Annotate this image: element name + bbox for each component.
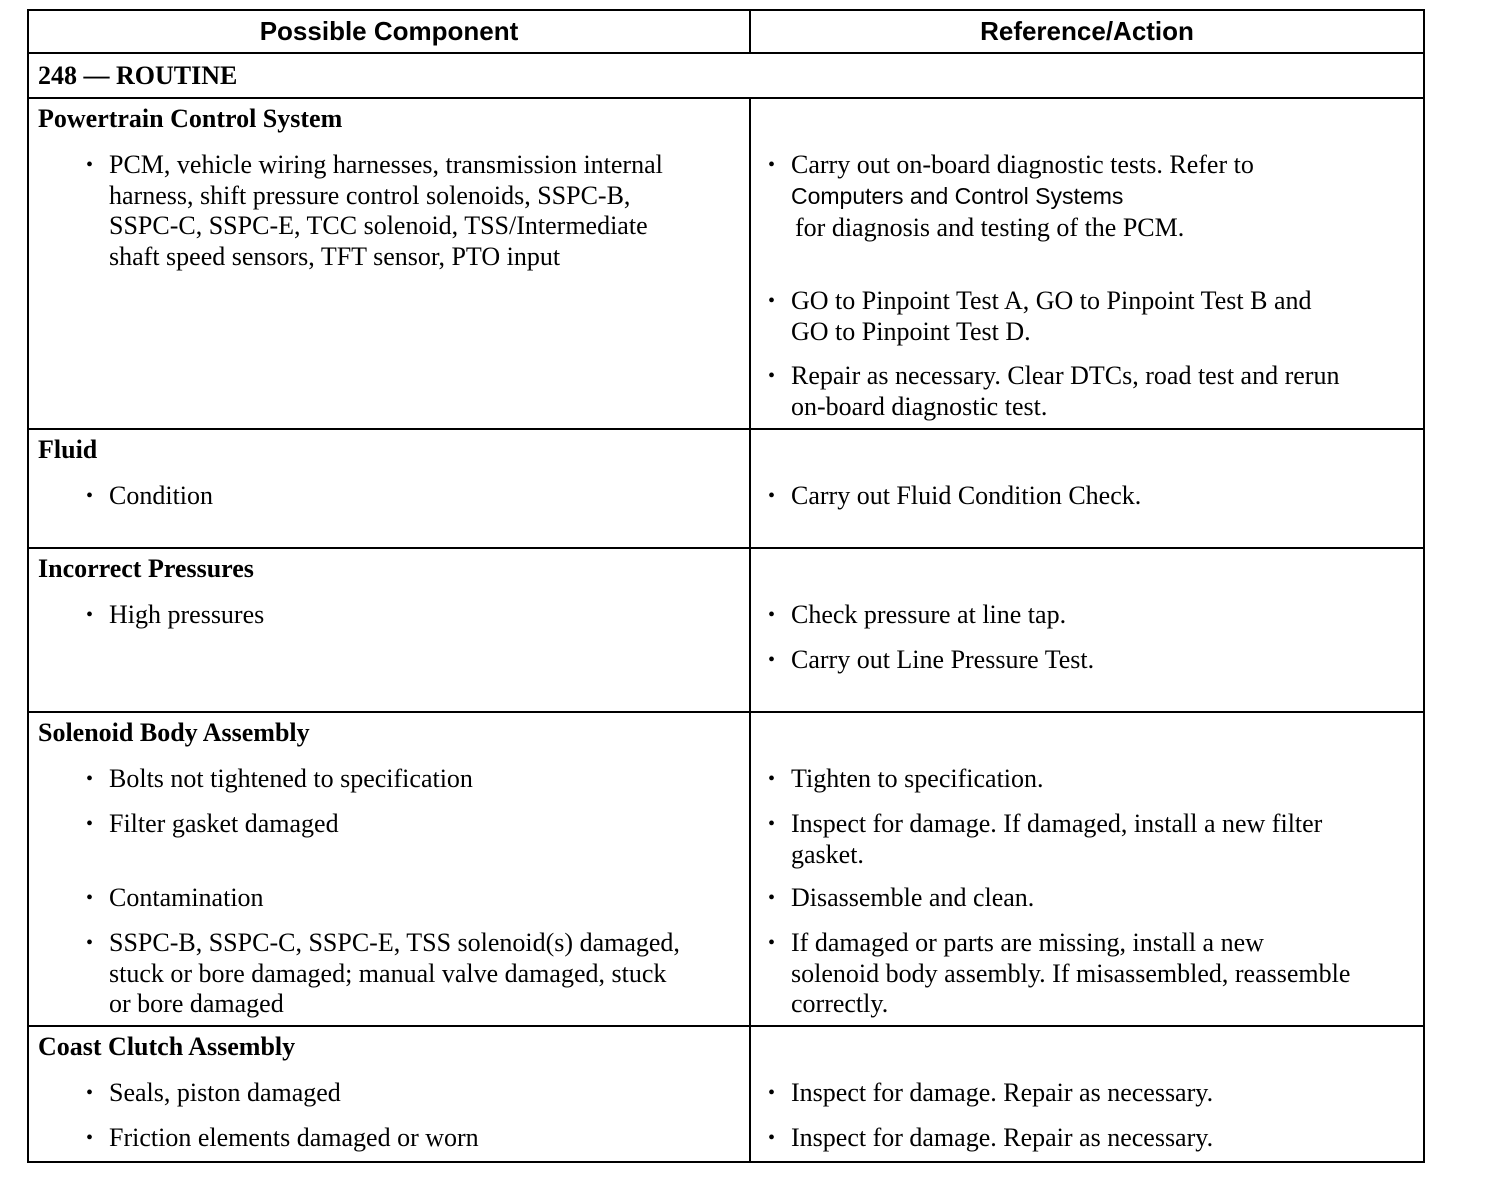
item-line: gasket. xyxy=(791,839,864,869)
table-header xyxy=(29,11,1423,54)
item-line: or bore damaged xyxy=(109,989,284,1018)
bullet-icon: • xyxy=(86,1082,94,1104)
item-line: SSPC-C, SSPC-E, TCC solenoid, TSS/Intermediate xyxy=(109,211,648,240)
item-line: Inspect for damage. Repair as necessary. xyxy=(791,1123,1214,1152)
bullet-icon: • xyxy=(768,154,776,176)
bullet-icon: • xyxy=(86,932,94,954)
section-title: Solenoid Body Assembly xyxy=(38,718,310,747)
component-cell xyxy=(29,430,751,547)
bullet-icon: • xyxy=(768,1127,776,1149)
bullet-icon: • xyxy=(86,813,94,835)
component-cell xyxy=(29,99,751,428)
component-cell xyxy=(29,713,751,1025)
item-line: Carry out on-board diagnostic tests. Refer to xyxy=(791,150,1254,179)
bullet-icon: • xyxy=(768,932,776,954)
action-item xyxy=(768,928,1351,1020)
action-item xyxy=(768,1123,1214,1154)
action-item xyxy=(768,883,1035,914)
action-item xyxy=(768,361,1340,422)
bullet-icon: • xyxy=(86,1127,94,1149)
component-item xyxy=(86,764,473,795)
bullet-icon: • xyxy=(768,813,776,835)
bullet-icon: • xyxy=(86,485,94,507)
section-fluid xyxy=(29,430,1423,549)
component-item xyxy=(86,809,339,840)
action-cell xyxy=(751,713,1423,1025)
item-line: Check pressure at line tap. xyxy=(791,600,1067,629)
item-line: Friction elements damaged or worn xyxy=(109,1123,479,1152)
item-line: Disassemble and clean. xyxy=(791,883,1035,912)
item-line: Carry out Fluid Condition Check. xyxy=(791,481,1142,510)
component-item xyxy=(86,883,264,914)
bullet-icon: • xyxy=(86,887,94,909)
item-line: Contamination xyxy=(109,883,264,912)
action-item xyxy=(768,764,1044,795)
item-line: PCM, vehicle wiring harnesses, transmission internal xyxy=(109,150,663,179)
component-item xyxy=(86,928,680,1020)
section-powertrain-control-system xyxy=(29,99,1423,430)
bullet-icon: • xyxy=(768,887,776,909)
item-line: stuck or bore damaged; manual valve damaged, stuck xyxy=(109,958,667,988)
section-title: Incorrect Pressures xyxy=(38,554,254,583)
action-cell xyxy=(751,99,1423,428)
component-item xyxy=(86,1078,341,1109)
item-line: If damaged or parts are missing, install a new xyxy=(791,928,1264,957)
bullet-icon: • xyxy=(768,290,776,312)
item-line: correctly. xyxy=(791,989,889,1018)
section-coast-clutch-assembly xyxy=(29,1027,1423,1161)
action-item xyxy=(768,809,1323,870)
action-cell xyxy=(751,430,1423,547)
action-item xyxy=(768,481,1142,512)
item-line: GO to Pinpoint Test A, GO to Pinpoint Test B and xyxy=(791,286,1312,315)
item-line: Inspect for damage. If damaged, install a new filter xyxy=(791,809,1323,838)
bullet-icon: • xyxy=(768,365,776,387)
bullet-icon: • xyxy=(86,604,94,626)
bullet-icon: • xyxy=(768,1082,776,1104)
action-item xyxy=(768,1078,1214,1109)
diagnostic-table xyxy=(27,9,1425,1163)
item-line: Inspect for damage. Repair as necessary. xyxy=(791,1078,1214,1107)
item-line: for diagnosis and testing of the PCM. xyxy=(795,213,1185,242)
item-line: Carry out Line Pressure Test. xyxy=(791,645,1095,674)
item-line: Condition xyxy=(109,481,214,510)
component-item xyxy=(86,481,214,512)
component-item xyxy=(86,150,663,272)
item-line: harness, shift pressure control solenoids, SSPC-B, xyxy=(109,180,631,210)
reference-link[interactable]: Computers and Control Systems xyxy=(791,182,1124,209)
action-cell xyxy=(751,1027,1423,1161)
item-line: SSPC-B, SSPC-C, SSPC-E, TSS solenoid(s) damaged, xyxy=(109,928,680,957)
bullet-icon: • xyxy=(768,768,776,790)
bullet-icon: • xyxy=(768,649,776,671)
item-line: on-board diagnostic test. xyxy=(791,391,1048,421)
action-item xyxy=(768,286,1312,347)
bullet-icon: • xyxy=(768,604,776,626)
bullet-icon: • xyxy=(86,768,94,790)
item-line: shaft speed sensors, TFT sensor, PTO input xyxy=(109,241,561,271)
header-reference-action: Reference/Action xyxy=(980,16,1194,46)
item-line: Bolts not tightened to specification xyxy=(109,764,473,793)
item-line: Filter gasket damaged xyxy=(109,809,339,838)
action-item xyxy=(768,600,1067,631)
action-item xyxy=(768,645,1095,676)
item-line: Repair as necessary. Clear DTCs, road test and rerun xyxy=(791,361,1340,390)
component-cell xyxy=(29,549,751,711)
item-line: Seals, piston damaged xyxy=(109,1078,341,1107)
item-line: Tighten to specification. xyxy=(791,764,1044,793)
component-item xyxy=(86,1123,479,1154)
routine-heading: 248 — ROUTINE xyxy=(29,54,1423,99)
header-possible-component: Possible Component xyxy=(29,11,751,52)
section-incorrect-pressures xyxy=(29,549,1423,713)
section-title: Coast Clutch Assembly xyxy=(38,1032,296,1061)
section-solenoid-body-assembly xyxy=(29,713,1423,1027)
bullet-icon: • xyxy=(86,154,94,176)
item-line: solenoid body assembly. If misassembled, reassemble xyxy=(791,958,1351,988)
component-cell xyxy=(29,1027,751,1161)
item-line: High pressures xyxy=(109,600,265,629)
action-item xyxy=(768,150,1254,244)
section-title: Powertrain Control System xyxy=(38,104,343,133)
component-item xyxy=(86,600,265,631)
bullet-icon: • xyxy=(768,485,776,507)
action-cell xyxy=(751,549,1423,711)
item-line: GO to Pinpoint Test D. xyxy=(791,316,1031,346)
section-title: Fluid xyxy=(38,435,98,464)
